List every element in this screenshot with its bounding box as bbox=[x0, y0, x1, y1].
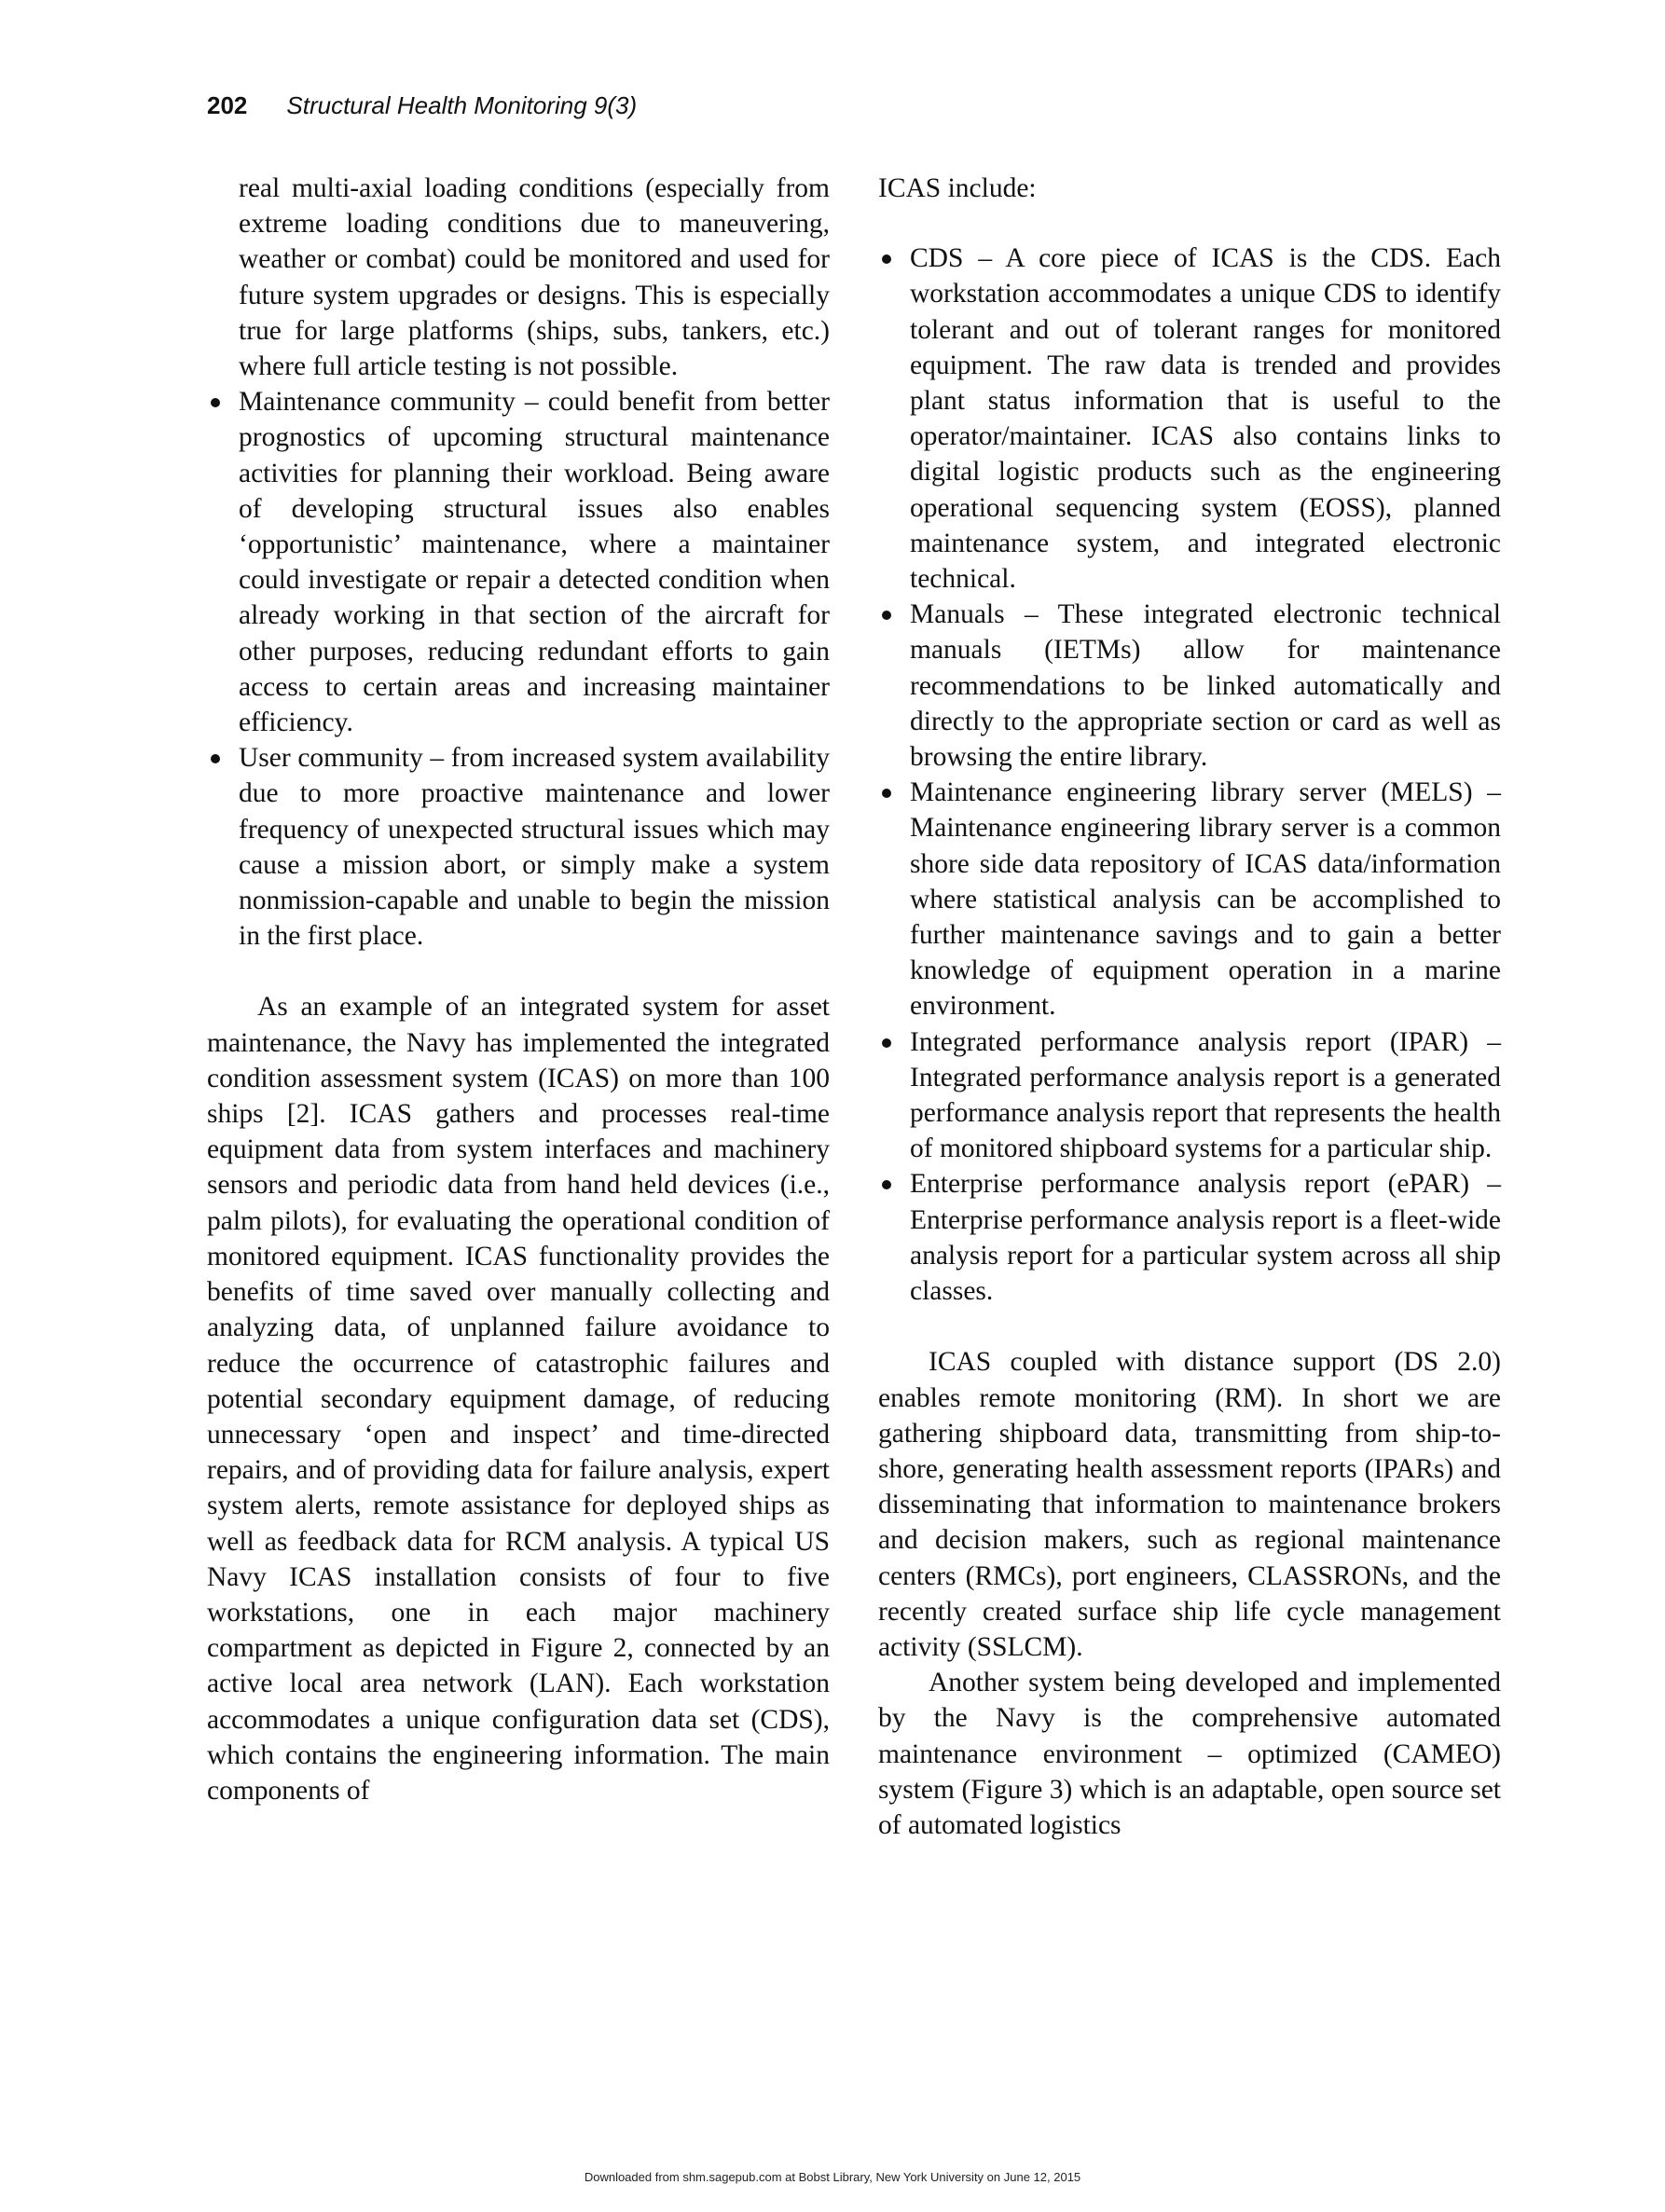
download-footer: Downloaded from shm.sagepub.com at Bobst Library, New York University on June 12, 2015 bbox=[584, 2170, 1081, 2184]
continued-bullet-text: real multi-axial loading conditions (especially from extreme loading conditions due to maneuvering, weather or combat) could be monitored and used for future system upgrades or designs. This is especially true for large platforms (ships, subs, tankers, etc.) where full article testing is not possible. bbox=[239, 173, 830, 382]
running-header bbox=[207, 91, 637, 120]
body-paragraph: Another system being developed and implemented by the Navy is the comprehensive automated maintenance environment – optimized (CAMEO) system (Figure 3) which is an adaptable, open source set of automated logistics bbox=[878, 1668, 1501, 1840]
list-item: User community – from increased system availability due to more proactive maintenance and lower frequency of unexpected structural issues which may cause a mission abort, or simply make a system nonmission-capable and unable to begin the mission in the first place. bbox=[207, 740, 830, 954]
list-item: Maintenance engineering library server (MELS) – Maintenance engineering library server is a common shore side data repository of ICAS data/information where statistical analysis can be accomplished to further maintenance savings and to gain a better knowledge of equipment operation in a marine environment. bbox=[878, 775, 1501, 1024]
page-number: 202 bbox=[207, 91, 248, 119]
list-item: Enterprise performance analysis report (ePAR) – Enterprise performance analysis report is a fleet-wide analysis report for a particular system across all ship classes. bbox=[878, 1166, 1501, 1309]
bullet-list-right bbox=[878, 240, 1501, 1309]
right-column bbox=[878, 171, 1501, 1843]
list-item: CDS – A core piece of ICAS is the CDS. Each workstation accommodates a unique CDS to identify tolerant and out of tolerant ranges for monitored equipment. The raw data is trended and provides plant status information that is useful to the operator/maintainer. ICAS also contains links to digital logistic products such as the engineering operational sequencing system (EOSS), planned maintenance system, and integrated electronic technical. bbox=[878, 240, 1501, 597]
list-item: Maintenance community – could benefit from better prognostics of upcoming structural maintenance activities for planning their workload. Being aware of developing structural issues also enables ‘opportunistic’ maintenance, where a maintainer could investigate or repair a detected condition when already working in that section of the aircraft for other purposes, reducing redundant efforts to gain access to certain areas and increasing maintainer efficiency. bbox=[207, 384, 830, 740]
journal-title: Structural Health Monitoring 9(3) bbox=[286, 91, 638, 119]
list-item: Manuals – These integrated electronic technical manuals (IETMs) allow for maintenance recommendations to be linked automatically and directly to the appropriate section or card as well as browsing the entire library. bbox=[878, 597, 1501, 775]
list-intro: ICAS include: bbox=[878, 173, 1037, 203]
list-item: Integrated performance analysis report (IPAR) – Integrated performance analysis report is a generated performance analysis report that represents the health of monitored shipboard systems for a particular ship. bbox=[878, 1024, 1501, 1167]
body-paragraph: ICAS coupled with distance support (DS 2.0) enables remote monitoring (RM). In short we are gathering shipboard data, transmitting from ship-to-shore, generating health assessment reports (IPARs) and disseminating that information to maintenance brokers and decision makers, such as regional maintenance centers (RMCs), port engineers, CLASSRONs, and the recently created surface ship life cycle management activity (SSLCM). bbox=[878, 1347, 1501, 1662]
left-column bbox=[207, 171, 830, 1808]
body-paragraph: As an example of an integrated system for asset maintenance, the Navy has implemented the integrated condition assessment system (ICAS) on more than 100 ships [2]. ICAS gathers and processes real-time equipment data from system interfaces and machinery sensors and periodic data from hand held devices (i.e., palm pilots), for evaluating the operational condition of monitored equipment. ICAS functionality provides the benefits of time saved over manually collecting and analyzing data, of unplanned failure avoidance to reduce the occurrence of catastrophic failures and potential secondary equipment damage, of reducing unnecessary ‘open and inspect’ and time-directed repairs, and of providing data for failure analysis, expert system alerts, remote assistance for deployed ships as well as feedback data for RCM analysis. A typical US Navy ICAS installation consists of four to five workstations, one in each major machinery compartment as depicted in Figure 2, connected by an active local area network (LAN). Each workstation accommodates a unique configuration data set (CDS), which contains the engineering information. The main components of bbox=[207, 992, 830, 1806]
bullet-list-left bbox=[207, 384, 830, 954]
